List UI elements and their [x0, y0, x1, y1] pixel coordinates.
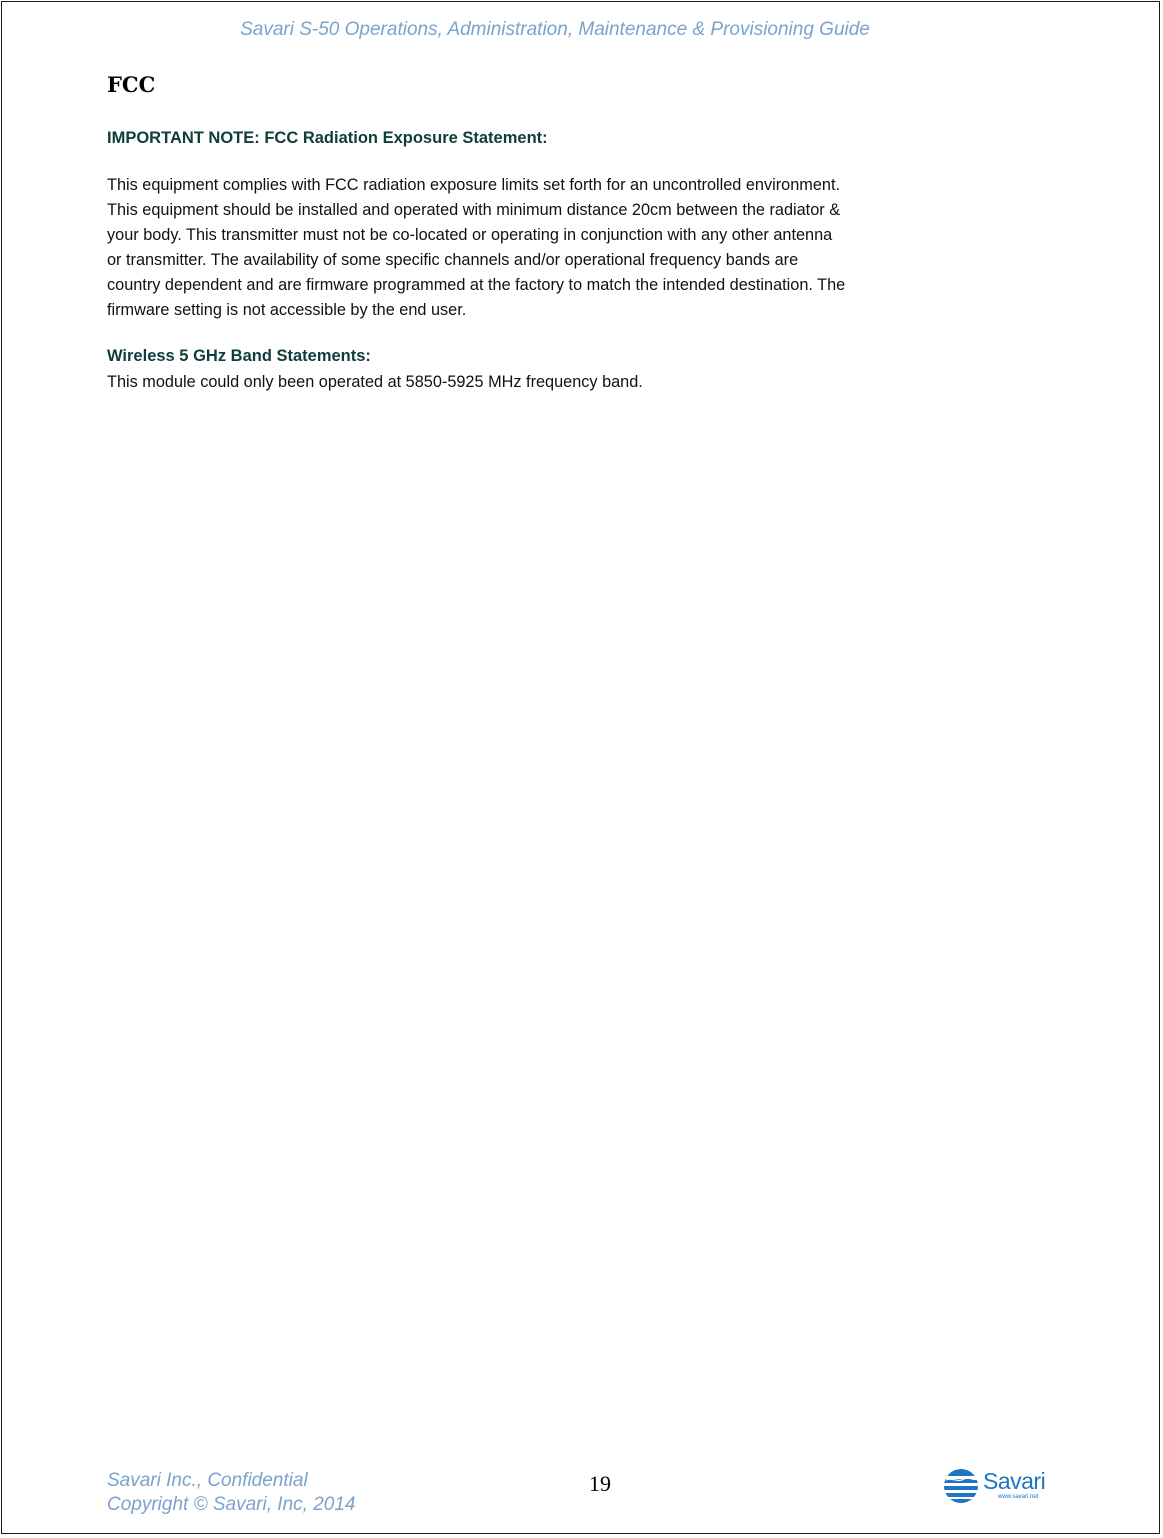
globe-icon [942, 1467, 980, 1505]
page-number: 19 [589, 1471, 611, 1496]
section-title: FCC [107, 72, 156, 97]
logo-wordmark: Savari [983, 1468, 1046, 1494]
footer-copyright: Copyright © Savari, Inc, 2014 [107, 1494, 356, 1515]
footer-company: Savari Inc., Confidential [107, 1470, 308, 1491]
paragraph-line: This equipment complies with FCC radiation exposure limits set forth for an uncontrolled environment. [107, 176, 840, 194]
paragraph-line: country dependent and are firmware programmed at the factory to match the intended destination. The [107, 276, 846, 294]
wireless-heading: Wireless 5 GHz Band Statements: [107, 347, 371, 365]
savari-logo [942, 1467, 1050, 1505]
paragraph-line: This equipment should be installed and operated with minimum distance 20cm between the radiator & [107, 201, 841, 219]
paragraph-line: This module could only been operated at 5850-5925 MHz frequency band. [107, 373, 643, 391]
paragraph-line: your body. This transmitter must not be co-located or operating in conjunction with any other antenna [107, 226, 833, 244]
running-header: Savari S-50 Operations, Administration, Maintenance & Provisioning Guide [240, 19, 870, 40]
important-note-paragraph [107, 173, 845, 323]
paragraph-line: firmware setting is not accessible by the end user. [107, 301, 467, 319]
footer-left [107, 1469, 355, 1517]
important-note-heading: IMPORTANT NOTE: FCC Radiation Exposure Statement: [107, 129, 548, 147]
paragraph-line: or transmitter. The availability of some specific channels and/or operational frequency bands are [107, 251, 799, 269]
logo-url: www.savari.net [998, 1494, 1039, 1500]
wireless-paragraph [107, 370, 643, 395]
